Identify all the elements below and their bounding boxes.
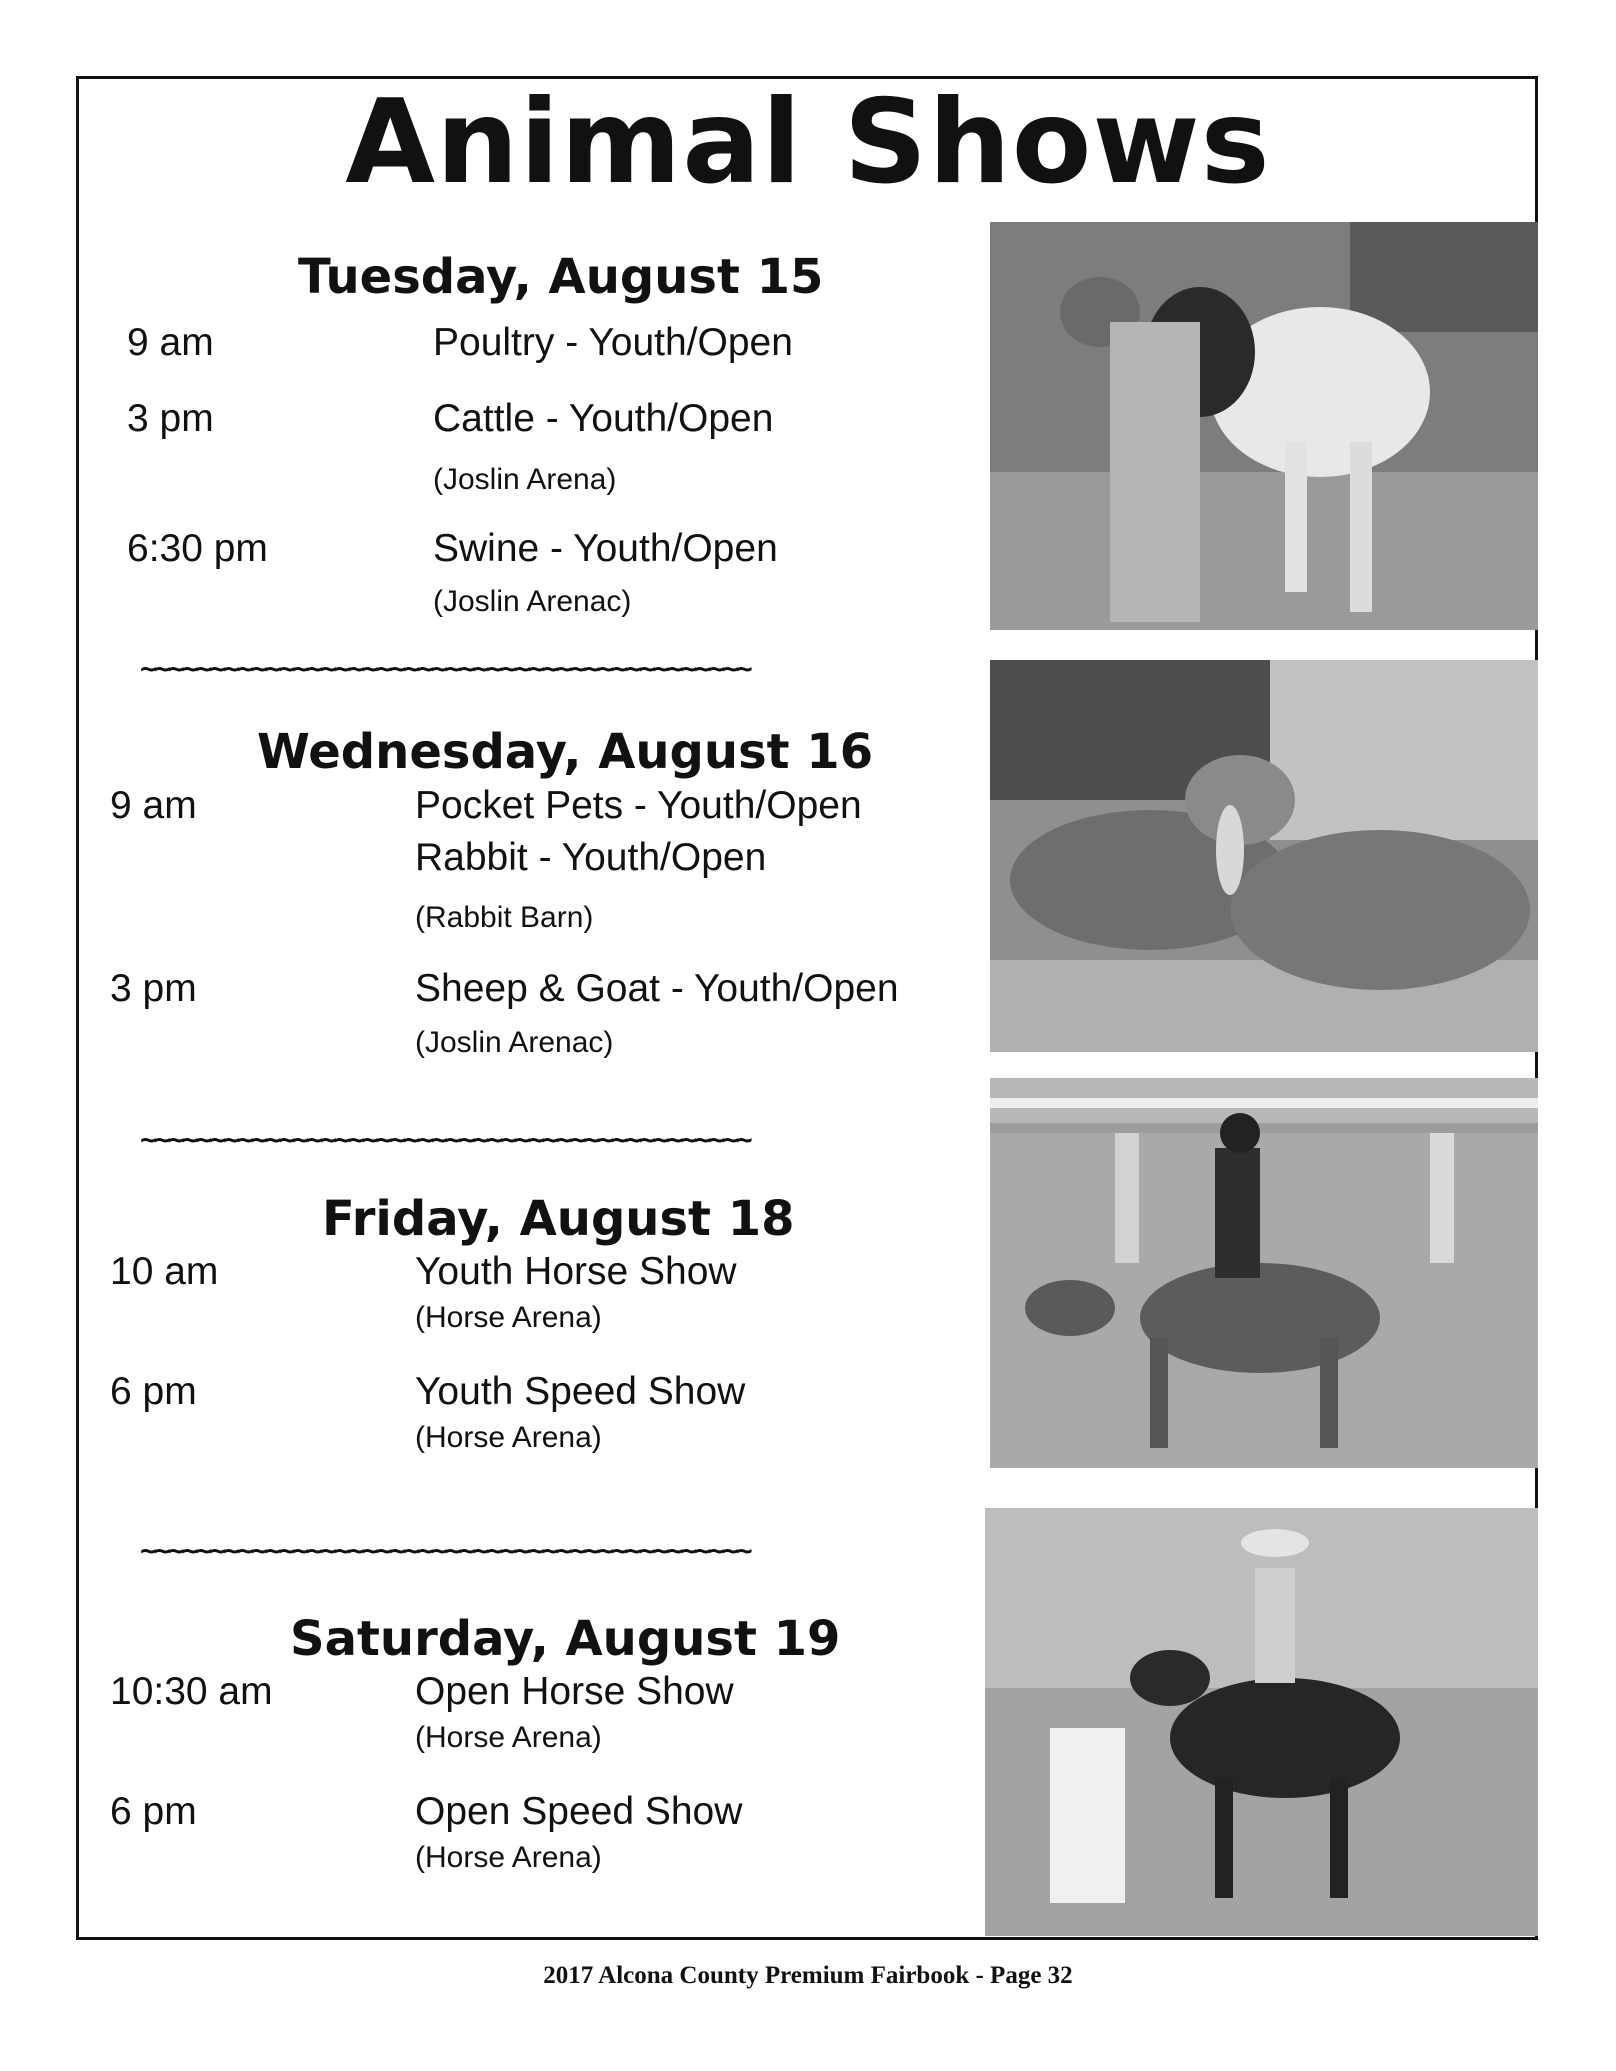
event-time: 9 am bbox=[110, 784, 197, 827]
event-location: (Horse Arena) bbox=[415, 1841, 602, 1874]
event-time: 9 am bbox=[127, 321, 214, 364]
event-name: Cattle - Youth/Open bbox=[433, 397, 774, 440]
page-footer: 2017 Alcona County Premium Fairbook - Page 32 bbox=[543, 1962, 1073, 1989]
event-name: Open Horse Show bbox=[415, 1670, 734, 1713]
event-name: Rabbit - Youth/Open bbox=[415, 836, 767, 879]
event-location: (Horse Arena) bbox=[415, 1301, 602, 1334]
barrel-racing-photo bbox=[985, 1508, 1538, 1936]
event-time: 6:30 pm bbox=[127, 527, 268, 570]
event-location: (Horse Arena) bbox=[415, 1721, 602, 1754]
event-location: (Joslin Arenac) bbox=[415, 1026, 614, 1059]
event-time: 10 am bbox=[110, 1250, 219, 1293]
day-heading-friday: Friday, August 18 bbox=[322, 1191, 795, 1247]
event-time: 3 pm bbox=[127, 397, 214, 440]
day-heading-tuesday: Tuesday, August 15 bbox=[298, 249, 824, 305]
event-name: Youth Speed Show bbox=[415, 1370, 746, 1413]
event-time: 10:30 am bbox=[110, 1670, 273, 1713]
event-location: (Rabbit Barn) bbox=[415, 901, 594, 934]
event-name: Pocket Pets - Youth/Open bbox=[415, 784, 862, 827]
horse-show-photo bbox=[990, 1078, 1538, 1468]
tilde-separator: ~~~~~~~~~~~~~~~~~~~~~~~~~~~~~~~~~~~~~~~~~~~~ bbox=[140, 655, 750, 683]
event-name: Swine - Youth/Open bbox=[433, 527, 778, 570]
day-heading-wednesday: Wednesday, August 16 bbox=[257, 724, 874, 780]
event-location: (Joslin Arena) bbox=[433, 463, 617, 496]
goats-photo bbox=[990, 660, 1538, 1052]
tilde-separator: ~~~~~~~~~~~~~~~~~~~~~~~~~~~~~~~~~~~~~~~~~~~~ bbox=[140, 1126, 750, 1154]
tilde-separator: ~~~~~~~~~~~~~~~~~~~~~~~~~~~~~~~~~~~~~~~~~~~~ bbox=[140, 1537, 750, 1565]
page-title: Animal Shows bbox=[345, 75, 1271, 210]
day-heading-saturday: Saturday, August 19 bbox=[290, 1611, 841, 1667]
event-name: Youth Horse Show bbox=[415, 1250, 737, 1293]
event-time: 3 pm bbox=[110, 967, 197, 1010]
event-location: (Joslin Arenac) bbox=[433, 585, 632, 618]
event-time: 6 pm bbox=[110, 1790, 197, 1833]
calf-show-photo bbox=[990, 222, 1538, 630]
event-location: (Horse Arena) bbox=[415, 1421, 602, 1454]
event-name: Open Speed Show bbox=[415, 1790, 743, 1833]
event-name: Sheep & Goat - Youth/Open bbox=[415, 967, 899, 1010]
event-time: 6 pm bbox=[110, 1370, 197, 1413]
event-name: Poultry - Youth/Open bbox=[433, 321, 793, 364]
